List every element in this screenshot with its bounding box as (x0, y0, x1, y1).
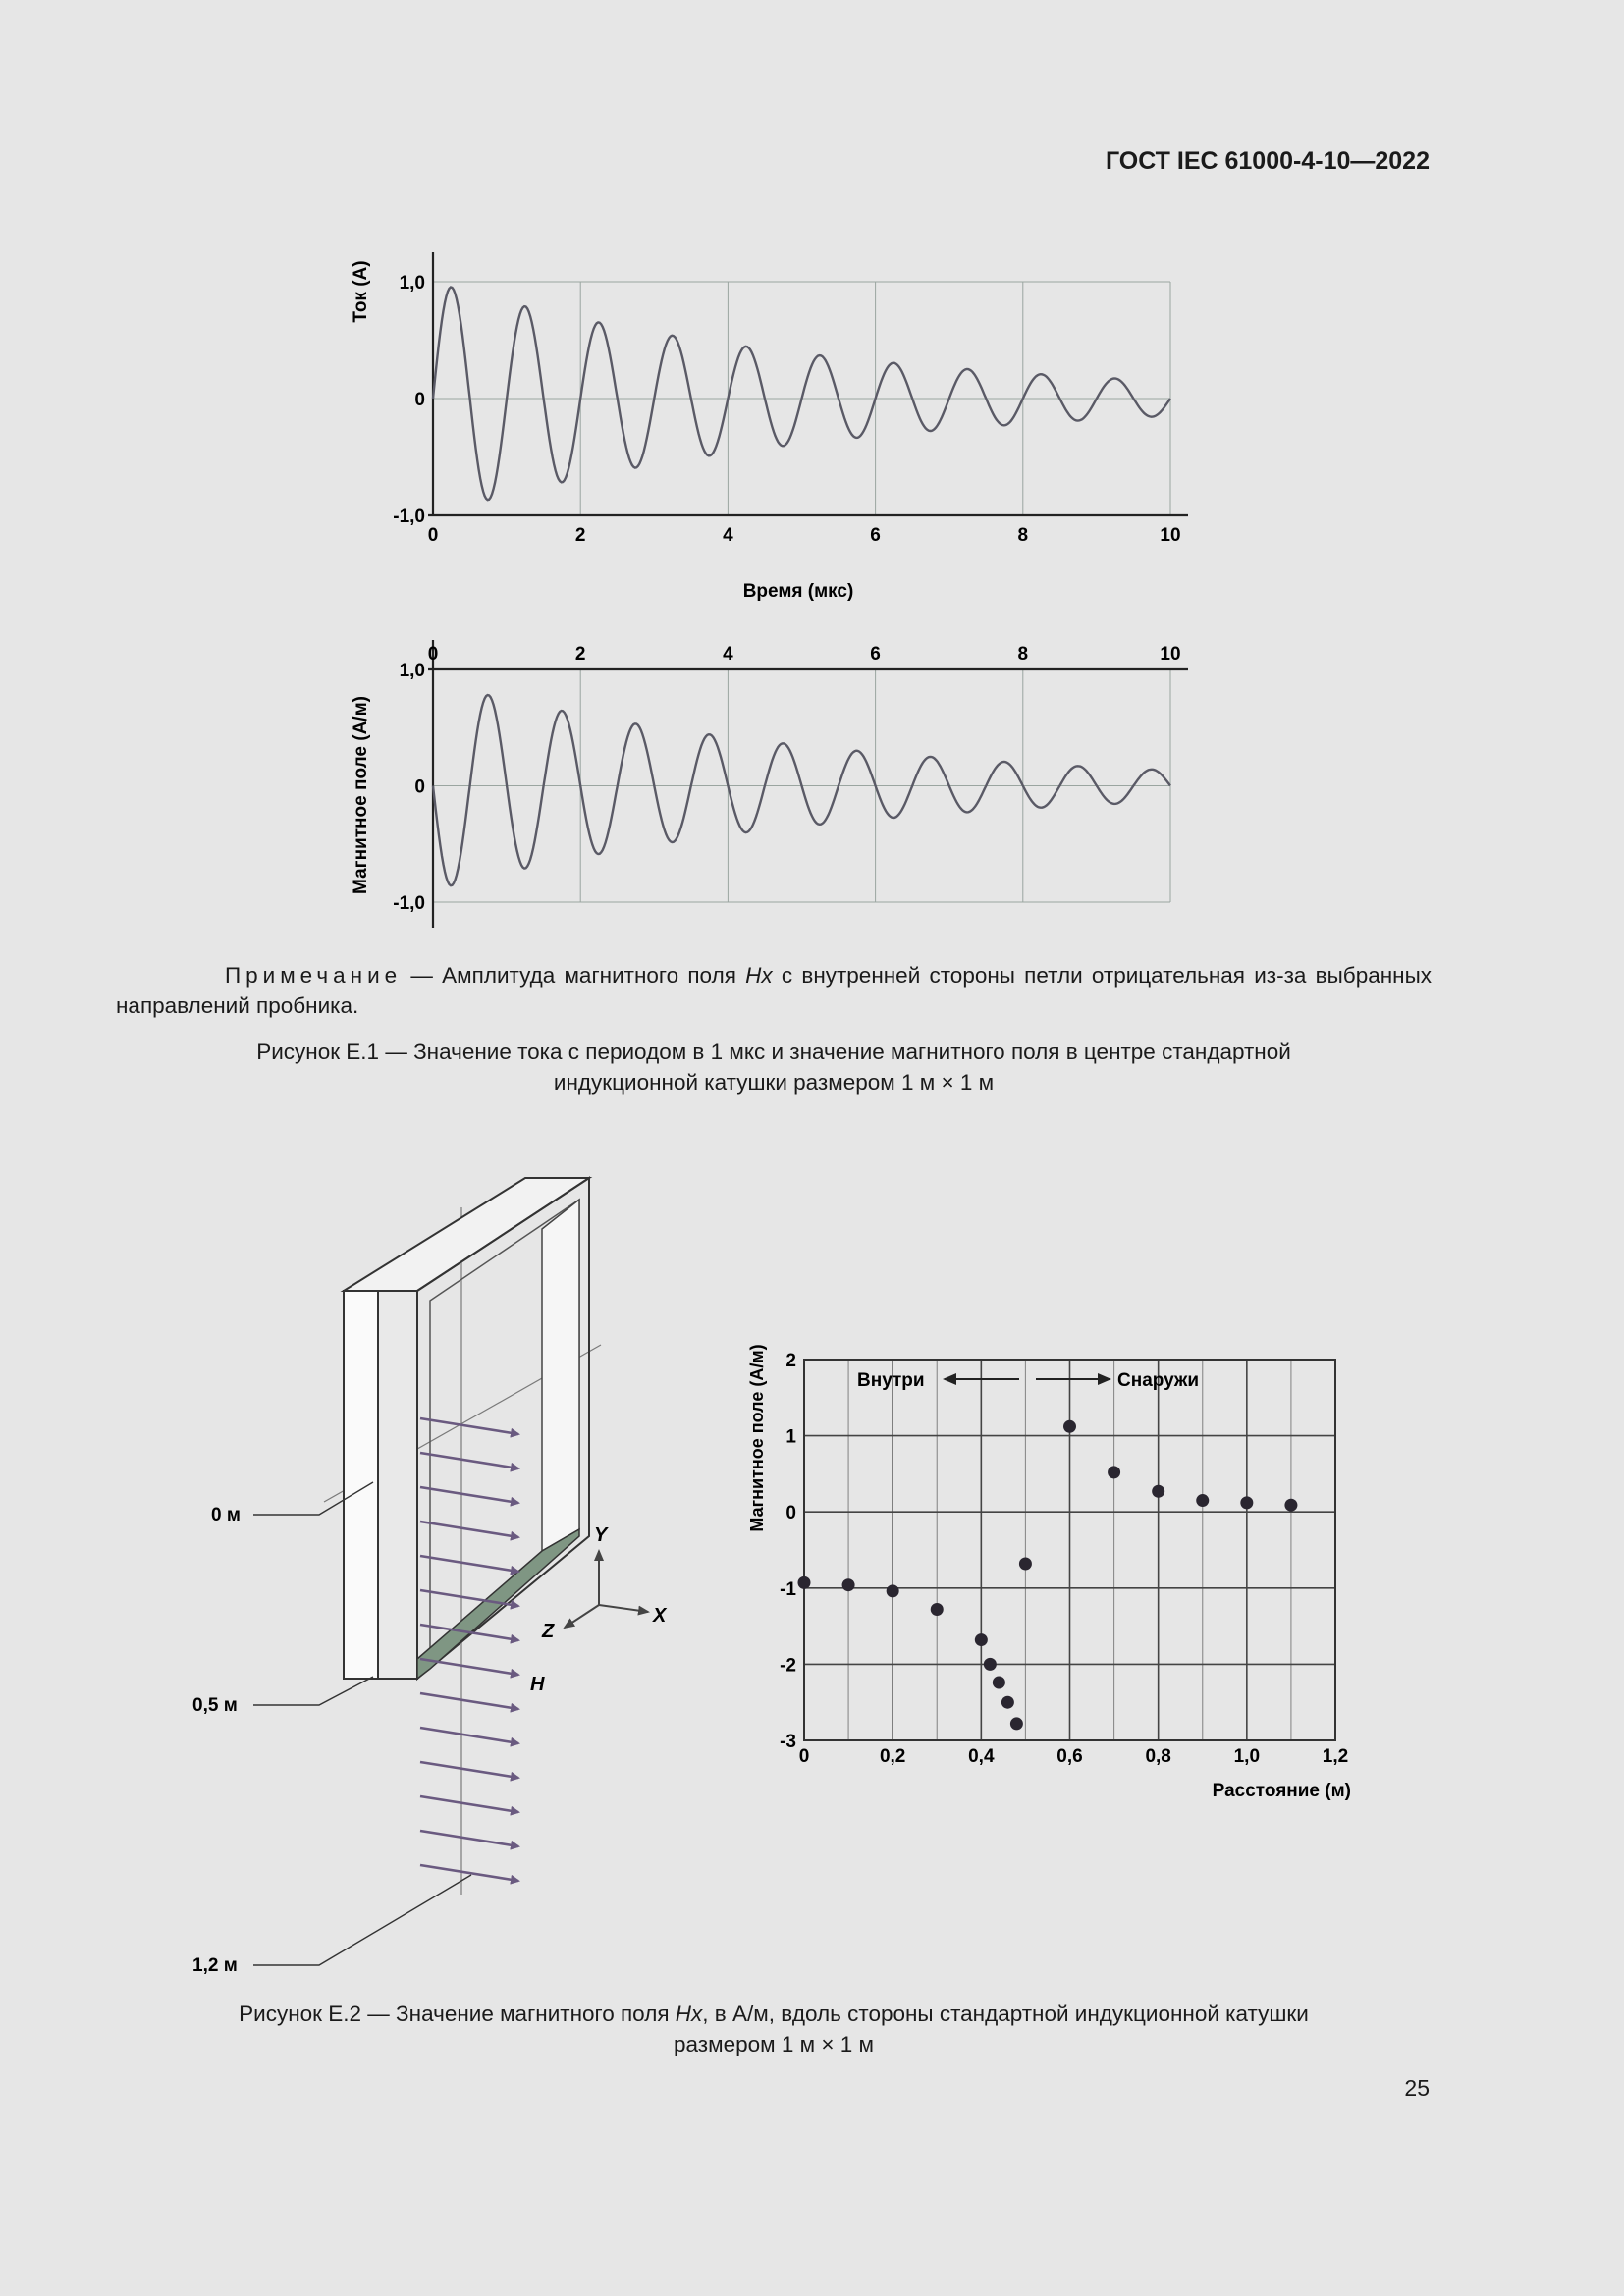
chart-field (324, 628, 1208, 942)
chart-scatter-ylabel: Магнитное поле (А/м) (747, 1344, 767, 1532)
coil-diagram (177, 1158, 707, 1983)
x-tick-label: 8 (1017, 644, 1029, 665)
field-arrow (420, 1418, 518, 1434)
field-arrow (420, 1453, 518, 1468)
data-point (1152, 1485, 1164, 1498)
x-tick-label: 0,6 (1056, 1746, 1083, 1767)
field-h-label: H (530, 1674, 545, 1695)
chart-field-ylabel: Магнитное поле (А/м) (351, 696, 371, 894)
x-tick-label: 6 (870, 644, 881, 665)
axis-y-label: Y (594, 1524, 608, 1546)
data-point (1019, 1557, 1032, 1570)
x-tick-label: 0 (798, 1746, 810, 1767)
figure-note (116, 960, 1432, 1021)
x-tick-label: 8 (1017, 525, 1029, 546)
y-tick-label: -3 (780, 1732, 796, 1752)
figure-e1-caption-line1: Рисунок Е.1 — Значение тока с периодом в 1 мкс и значение магнитного поля в центре стандартной (256, 1040, 1291, 1064)
data-point (1284, 1499, 1297, 1512)
data-point (1196, 1494, 1209, 1507)
figure-e2-caption (116, 1999, 1432, 2059)
field-arrow (420, 1693, 518, 1709)
annotation-inside: Внутри (857, 1370, 925, 1391)
coil-frame (344, 1178, 589, 1679)
data-point (1001, 1696, 1014, 1709)
data-point (887, 1584, 899, 1597)
y-tick-label: 1 (785, 1426, 796, 1448)
field-arrow (420, 1556, 518, 1572)
chart-current (324, 236, 1208, 618)
x-tick-label: 2 (574, 525, 586, 546)
chart-scatter-grid (804, 1360, 1335, 1740)
field-arrow (420, 1831, 518, 1846)
data-point (1240, 1496, 1253, 1509)
note-text-before: — Амплитуда магнитного поля (402, 963, 746, 988)
field-arrow (420, 1522, 518, 1537)
data-point (842, 1578, 855, 1591)
x-tick-label: 10 (1160, 525, 1181, 546)
x-tick-label: 4 (723, 644, 733, 665)
y-tick-label: 0 (414, 390, 425, 410)
data-point (931, 1603, 944, 1616)
x-tick-label: 1,0 (1233, 1746, 1261, 1767)
annotation-outside: Снаружи (1117, 1370, 1200, 1391)
chart-current-ylabel: Ток (А) (351, 260, 371, 323)
y-tick-label: -2 (780, 1655, 796, 1677)
field-arrow (420, 1487, 518, 1503)
document-header: ГОСТ IEC 61000-4-10—2022 (1105, 147, 1430, 175)
data-point (1010, 1717, 1023, 1730)
page-number: 25 (1404, 2075, 1430, 2101)
chart-field-vs-distance (727, 1325, 1375, 1816)
x-tick-label: 0 (427, 525, 439, 546)
field-arrow (420, 1659, 518, 1675)
inside-outside-annotation (857, 1370, 1199, 1391)
distance-label-12m: 1,2 м (192, 1955, 238, 1976)
data-point (975, 1633, 988, 1646)
note-text-after: с внутренней стороны петли отрицательная из-за выбранных направлений пробника. (116, 963, 1432, 1018)
figure-e2-caption-after: , в А/м, вдоль стороны стандартной индукционной катушки (702, 2002, 1309, 2026)
y-tick-label: 0 (414, 776, 425, 798)
distance-label-0m: 0 м (211, 1505, 241, 1525)
data-point (1063, 1420, 1076, 1433)
x-tick-label: 0 (427, 644, 439, 665)
chart-current-xlabel: Время (мкс) (742, 581, 854, 602)
note-symbol: Hx (745, 963, 773, 988)
y-tick-label: -1,0 (393, 507, 425, 527)
x-tick-label: 4 (723, 525, 733, 546)
y-tick-label: 2 (785, 1351, 796, 1371)
chart-scatter-points (798, 1420, 1298, 1731)
data-point (993, 1677, 1005, 1689)
data-point (984, 1658, 997, 1671)
field-arrow (420, 1762, 518, 1778)
axis-x-label: X (653, 1605, 667, 1627)
y-tick-label: 1,0 (399, 661, 425, 681)
chart-field-series-line (433, 695, 1170, 885)
field-arrow (420, 1796, 518, 1812)
chart-current-series-line (433, 288, 1170, 501)
y-tick-label: 1,0 (399, 273, 425, 294)
data-point (1108, 1466, 1120, 1478)
x-tick-label: 1,2 (1322, 1746, 1349, 1767)
x-tick-label: 6 (870, 525, 881, 546)
data-point (798, 1576, 811, 1589)
y-tick-label: -1 (780, 1578, 796, 1600)
x-tick-label: 2 (574, 644, 586, 665)
x-tick-label: 0,8 (1145, 1746, 1171, 1767)
chart-scatter-xlabel: Расстояние (м) (1212, 1781, 1351, 1801)
figure-e1-caption (116, 1037, 1432, 1097)
figure-e2-caption-before: Рисунок Е.2 — Значение магнитного поля (239, 2002, 676, 2026)
x-tick-label: 0,4 (968, 1746, 995, 1767)
x-tick-label: 10 (1160, 644, 1181, 665)
field-arrow (420, 1865, 518, 1881)
axis-z-label: Z (542, 1621, 555, 1642)
figure-e1-caption-line2: индукционной катушки размером 1 м × 1 м (553, 1070, 995, 1095)
note-lead: Примечание (224, 963, 403, 988)
y-tick-label: -1,0 (393, 893, 425, 914)
field-arrow (420, 1728, 518, 1743)
figure-e2-caption-line2: размером 1 м × 1 м (674, 2032, 874, 2056)
x-tick-label: 0,2 (879, 1746, 906, 1767)
distance-label-05m: 0,5 м (192, 1695, 238, 1716)
figure-e2-caption-symbol: Hx (675, 2002, 703, 2026)
y-tick-label: 0 (785, 1503, 796, 1524)
figure-e2-caption-line1 (116, 1999, 1432, 2029)
